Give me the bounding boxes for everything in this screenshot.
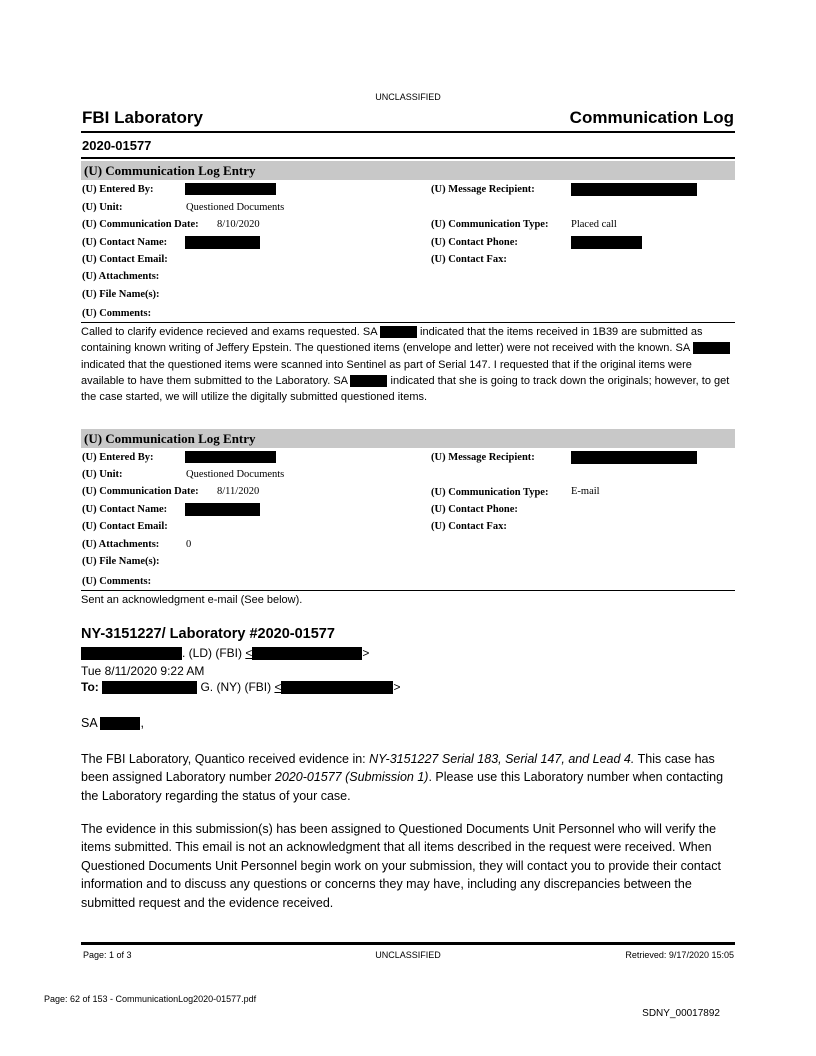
redaction <box>571 451 697 464</box>
entry-1-unit-label: (U) Unit: <box>82 202 123 213</box>
entry-2-comments-label: (U) Comments: <box>82 576 152 587</box>
redaction <box>571 183 697 196</box>
entry-1-unit-value: Questioned Documents <box>186 202 285 213</box>
entry-1-file-names-label: (U) File Name(s): <box>82 289 160 300</box>
entry-1-message-recipient-label: (U) Message Recipient: <box>431 184 535 195</box>
redaction <box>102 681 197 694</box>
entry-2-contact-fax-label: (U) Contact Fax: <box>431 521 507 532</box>
redaction <box>380 326 417 338</box>
entry-2-attachments-label: (U) Attachments: <box>82 539 160 550</box>
entry-1-comm-type-value: Placed call <box>571 219 617 230</box>
entry-2-message-recipient-label: (U) Message Recipient: <box>431 452 535 463</box>
retrieved-date: Retrieved: 9/17/2020 15:05 <box>625 950 734 960</box>
entry-1-comment-text: Called to clarify evidence recieved and exams requested. SA indicated that the items received in 1B39 are submitted as containing known writing of Jeffery Epstein. The questioned items (envelope and letter) were not received with the known. SA indicated that the questioned items were scanned into Sentinel as part of Serial 147. I requested that if the original items were available to have them submitted to the Laboratory. SA indicated that she is going to track down the originals; however, to get the case started, we will utilize the digitally submitted questioned items. <box>81 326 730 404</box>
redaction <box>571 236 642 249</box>
bates-number: SDNY_00017892 <box>642 1008 720 1019</box>
redaction <box>100 717 140 730</box>
email-salutation: SA , <box>81 716 144 730</box>
entry-1-comments-label: (U) Comments: <box>82 308 152 319</box>
email-date: Tue 8/11/2020 9:22 AM <box>81 664 205 678</box>
entry-2-contact-email-label: (U) Contact Email: <box>82 521 168 532</box>
entry-1-contact-email-label: (U) Contact Email: <box>82 254 168 265</box>
entry-2-unit-label: (U) Unit: <box>82 469 123 480</box>
entry-2-comm-type-label: (U) Communication Type: <box>431 487 549 498</box>
section-rule <box>81 157 735 159</box>
email-paragraph-2: The evidence in this submission(s) has been assigned to Questioned Documents Unit Personnel who will verify the items submitted. This email is not an acknowledgment that all items described in the request were received. When Questioned Documents Unit Personnel begin work on your submission, they will contact you to provide their contact information and to discuss any questions or concerns they may have, including any discrepancies between the submitted request and the evidence received. <box>81 822 721 910</box>
entry-2-comm-type-value: E-mail <box>571 486 600 497</box>
redaction <box>185 451 276 463</box>
entry-2-entered-by-label: (U) Entered By: <box>82 452 154 463</box>
entry-2-unit-value: Questioned Documents <box>186 469 285 480</box>
entry-1-comm-type-label: (U) Communication Type: <box>431 219 549 230</box>
footer-rule <box>81 942 735 945</box>
entry-1-contact-fax-label: (U) Contact Fax: <box>431 254 507 265</box>
email-from-line: . (LD) (FBI) < > <box>81 646 369 660</box>
entry-1-entered-by-label: (U) Entered By: <box>82 184 154 195</box>
entry-2-comm-date-value: 8/11/2020 <box>217 486 260 497</box>
redaction <box>81 647 182 660</box>
source-file: Page: 62 of 153 - CommunicationLog2020-01577.pdf <box>44 994 257 1004</box>
comments-rule <box>81 590 735 591</box>
entry-1-contact-name-label: (U) Contact Name: <box>82 237 168 248</box>
entry-2-attachments-value: 0 <box>186 539 192 550</box>
lab-title: FBI Laboratory <box>82 108 203 127</box>
header-rule <box>81 131 735 133</box>
email-paragraph-1: The FBI Laboratory, Quantico received evidence in: NY-3151227 Serial 183, Serial 147, and Lead 4. This case has been assigned Laboratory number 2020-01577 (Submission 1). Please use this Laboratory number when contacting the Laboratory regarding the status of your case. <box>81 752 724 803</box>
redaction <box>693 342 730 354</box>
redaction <box>185 503 260 516</box>
redaction <box>185 236 260 249</box>
redaction <box>350 375 387 387</box>
entry-2-file-names-label: (U) File Name(s): <box>82 556 160 567</box>
lab-number: 2020-01577 <box>82 138 152 153</box>
redaction <box>252 647 362 660</box>
entry-1-section-title: (U) Communication Log Entry <box>81 161 735 180</box>
entry-2-comment-text: Sent an acknowledgment e-mail (See below). <box>81 594 303 606</box>
entry-2-contact-phone-label: (U) Contact Phone: <box>431 504 518 515</box>
log-title: Communication Log <box>569 108 734 127</box>
comments-rule <box>81 322 735 323</box>
classification-bottom: UNCLASSIFIED <box>375 950 441 960</box>
entry-1-comm-date-value: 8/10/2020 <box>217 219 260 230</box>
entry-2-contact-name-label: (U) Contact Name: <box>82 504 168 515</box>
entry-1-contact-phone-label: (U) Contact Phone: <box>431 237 518 248</box>
entry-1-attachments-label: (U) Attachments: <box>82 271 160 282</box>
redaction <box>185 183 276 195</box>
email-to-line: To: G. (NY) (FBI) < > <box>81 680 401 694</box>
page-number: Page: 1 of 3 <box>83 950 132 960</box>
email-subject: NY-3151227/ Laboratory #2020-01577 <box>81 626 335 642</box>
entry-1-comm-date-label: (U) Communication Date: <box>82 219 199 230</box>
entry-2-comm-date-label: (U) Communication Date: <box>82 486 199 497</box>
classification-top: UNCLASSIFIED <box>375 92 441 102</box>
redaction <box>281 681 393 694</box>
entry-2-section-title: (U) Communication Log Entry <box>81 429 735 448</box>
